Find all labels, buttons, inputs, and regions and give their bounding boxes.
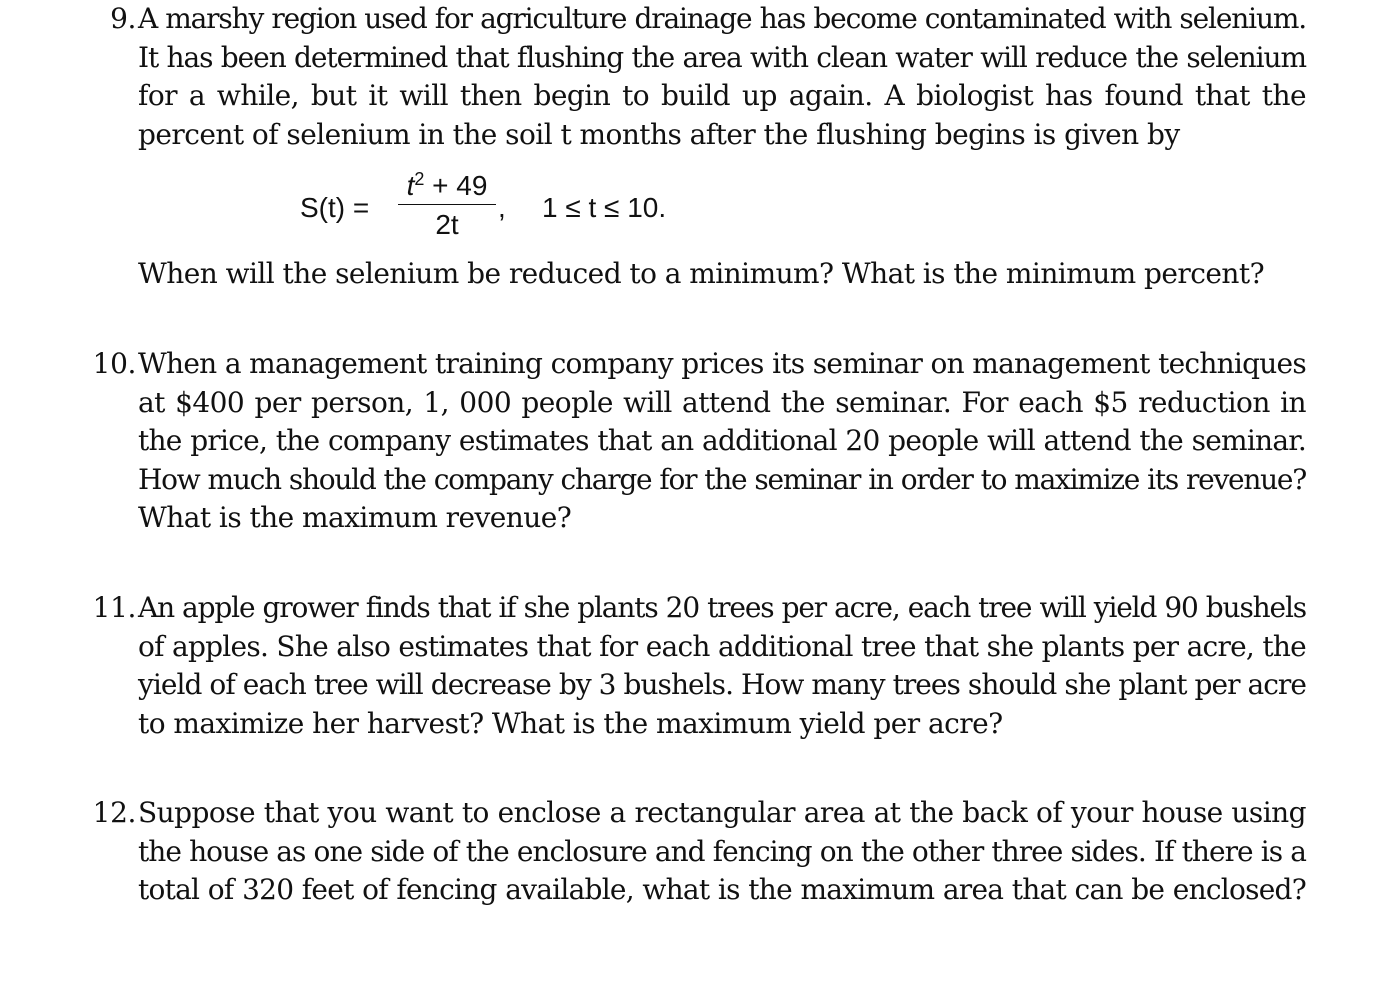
formula-denominator: 2t: [435, 209, 459, 240]
text-line: Suppose that you want to enclose a rectangular area at the back of your house using: [138, 796, 1306, 829]
text-line: An apple grower finds that if she plants 20 trees per acre, each tree will yield 90 bushels: [138, 591, 1306, 624]
text-line: to maximize her harvest? What is the maximum yield per acre?: [138, 706, 1003, 740]
problem-text: [138, 589, 1306, 743]
question-line: When will the selenium be reduced to a minimum? What is the minimum percent?: [138, 257, 1265, 290]
formula-lhs: S(t) =: [300, 192, 370, 223]
problem-number: 9.: [110, 2, 136, 35]
text-line: the price, the company estimates that an additional 20 people will attend the seminar.: [138, 424, 1306, 457]
formula-domain: 1 ≤ t ≤ 10.: [542, 192, 667, 223]
text-line: yield of each tree will decrease by 3 bushels. How many trees should she plant per acre: [138, 668, 1306, 701]
text-line: How much should the company charge for the seminar in order to maximize its revenue?: [138, 462, 1306, 496]
problem-number: 12.: [92, 796, 136, 829]
text-line: What is the maximum revenue?: [138, 501, 572, 534]
text-line: A marshy region used for agriculture drainage has become contaminated with selenium.: [138, 2, 1306, 35]
formula-fraction: [398, 168, 496, 241]
problem-number: 11.: [92, 591, 136, 624]
problem-text: [138, 794, 1306, 910]
problem-text: [138, 0, 1306, 154]
text-line: of apples. She also estimates that for each additional tree that she plants per acre, the: [138, 629, 1306, 663]
formula-numerator: $t^2 + 49$: [406, 169, 488, 201]
text-line: for a while, but it will then begin to build up again. A biologist has found that the: [138, 79, 1306, 112]
text-line: the house as one side of the enclosure and fencing on the other three sides. If there is a: [138, 834, 1306, 868]
text-line: percent of selenium in the soil t months after the flushing begins is given by: [138, 117, 1180, 151]
text-line: at $400 per person, 1, 000 people will attend the seminar. For each $5 reduction in: [138, 385, 1306, 419]
text-line: total of 320 feet of fencing available, what is the maximum area that can be enclosed?: [138, 873, 1306, 906]
problem-text: [138, 345, 1306, 538]
problem-number: 10.: [92, 347, 136, 380]
text-line: When a management training company prices its seminar on management techniques: [138, 347, 1306, 380]
text-line: It has been determined that flushing the area with clean water will reduce the selenium: [138, 40, 1306, 74]
formula-comma: ,: [498, 192, 506, 223]
